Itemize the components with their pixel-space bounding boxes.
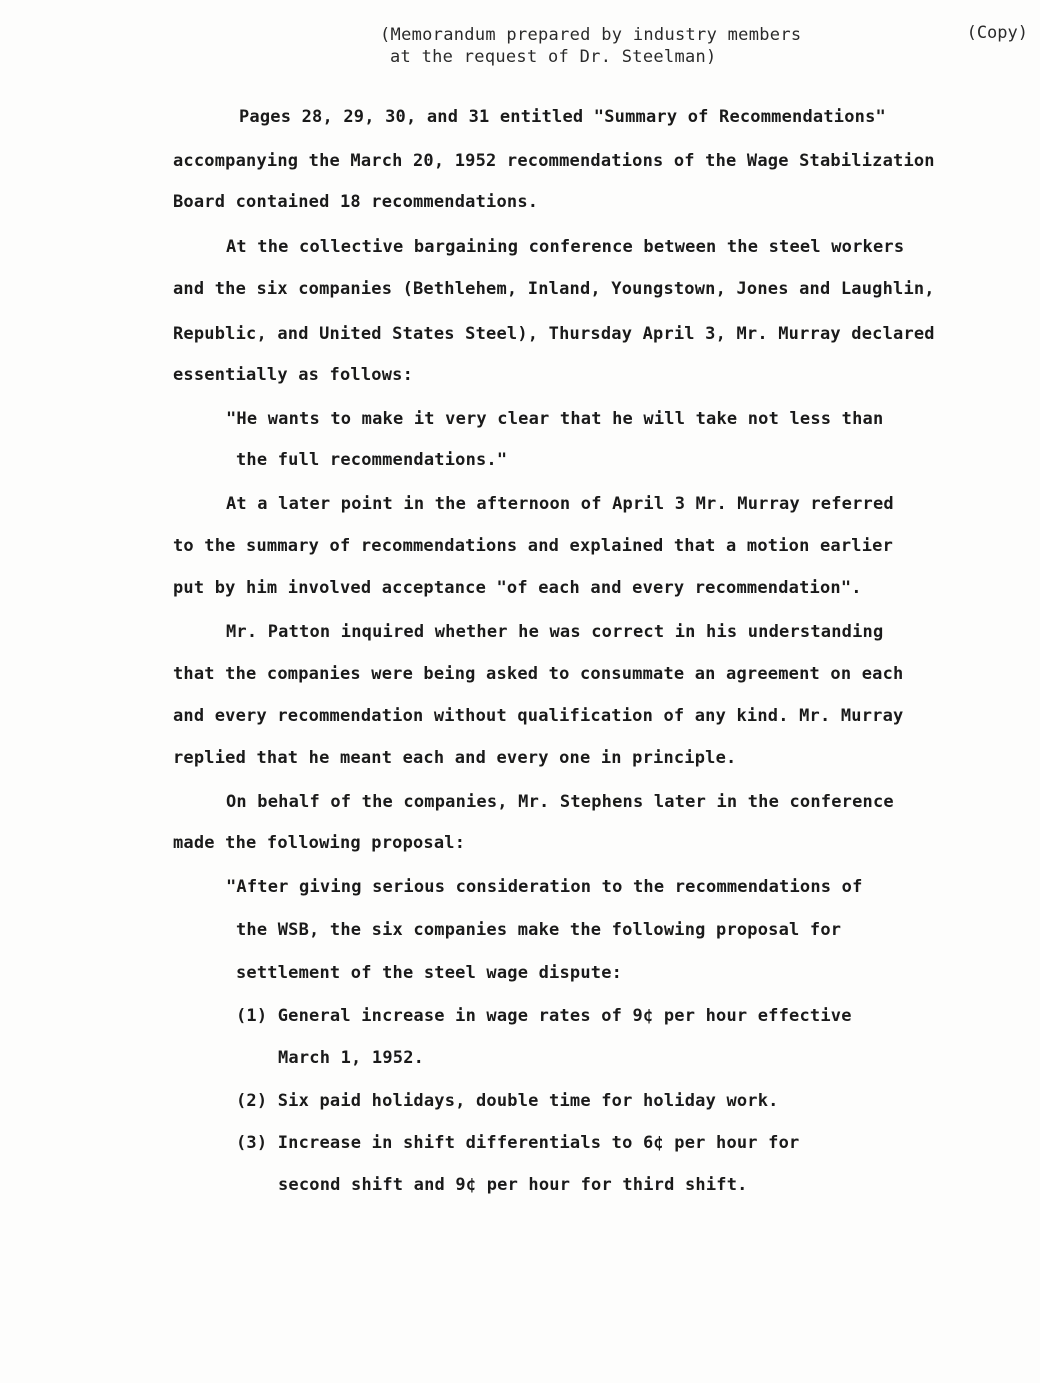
quote-line: the WSB, the six companies make the following proposal for xyxy=(236,920,842,940)
list-item-3-cont: second shift and 9¢ per hour for third shift. xyxy=(278,1175,748,1195)
text-line: that the companies were being asked to consummate an agreement on each xyxy=(173,664,904,684)
list-item-1: (1) General increase in wage rates of 9¢ per hour effective xyxy=(236,1006,852,1026)
list-item-2: (2) Six paid holidays, double time for holiday work. xyxy=(236,1091,779,1111)
copy-label: (Copy) xyxy=(966,23,1028,43)
list-item-1-cont: March 1, 1952. xyxy=(278,1048,425,1068)
text-line: On behalf of the companies, Mr. Stephens later in the conference xyxy=(226,792,894,812)
text-line: At a later point in the afternoon of April 3 Mr. Murray referred xyxy=(226,494,894,514)
text-line: and every recommendation without qualification of any kind. Mr. Murray xyxy=(173,706,904,726)
list-item-3: (3) Increase in shift differentials to 6¢ per hour for xyxy=(236,1133,800,1153)
quote-line: "He wants to make it very clear that he will take not less than xyxy=(226,409,884,429)
text-line: accompanying the March 20, 1952 recommendations of the Wage Stabilization xyxy=(173,151,935,171)
text-line: Republic, and United States Steel), Thursday April 3, Mr. Murray declared xyxy=(173,324,935,344)
quote-line: the full recommendations." xyxy=(236,450,508,470)
quote-line: settlement of the steel wage dispute: xyxy=(236,963,623,983)
text-line: At the collective bargaining conference between the steel workers xyxy=(226,237,905,257)
quote-line: "After giving serious consideration to the recommendations of xyxy=(226,877,863,897)
text-line: made the following proposal: xyxy=(173,833,466,853)
text-line: Board contained 18 recommendations. xyxy=(173,192,539,212)
text-line: Pages 28, 29, 30, and 31 entitled "Summary of Recommendations" xyxy=(239,107,886,127)
text-line: essentially as follows: xyxy=(173,365,414,385)
memo-header-line-2: at the request of Dr. Steelman) xyxy=(390,47,717,67)
text-line: and the six companies (Bethlehem, Inland, Youngstown, Jones and Laughlin, xyxy=(173,279,935,299)
text-line: replied that he meant each and every one in principle. xyxy=(173,748,737,768)
text-line: put by him involved acceptance "of each and every recommendation". xyxy=(173,578,862,598)
text-line: to the summary of recommendations and explained that a motion earlier xyxy=(173,536,894,556)
text-line: Mr. Patton inquired whether he was correct in his understanding xyxy=(226,622,884,642)
memo-header-line-1: (Memorandum prepared by industry members xyxy=(380,25,802,45)
